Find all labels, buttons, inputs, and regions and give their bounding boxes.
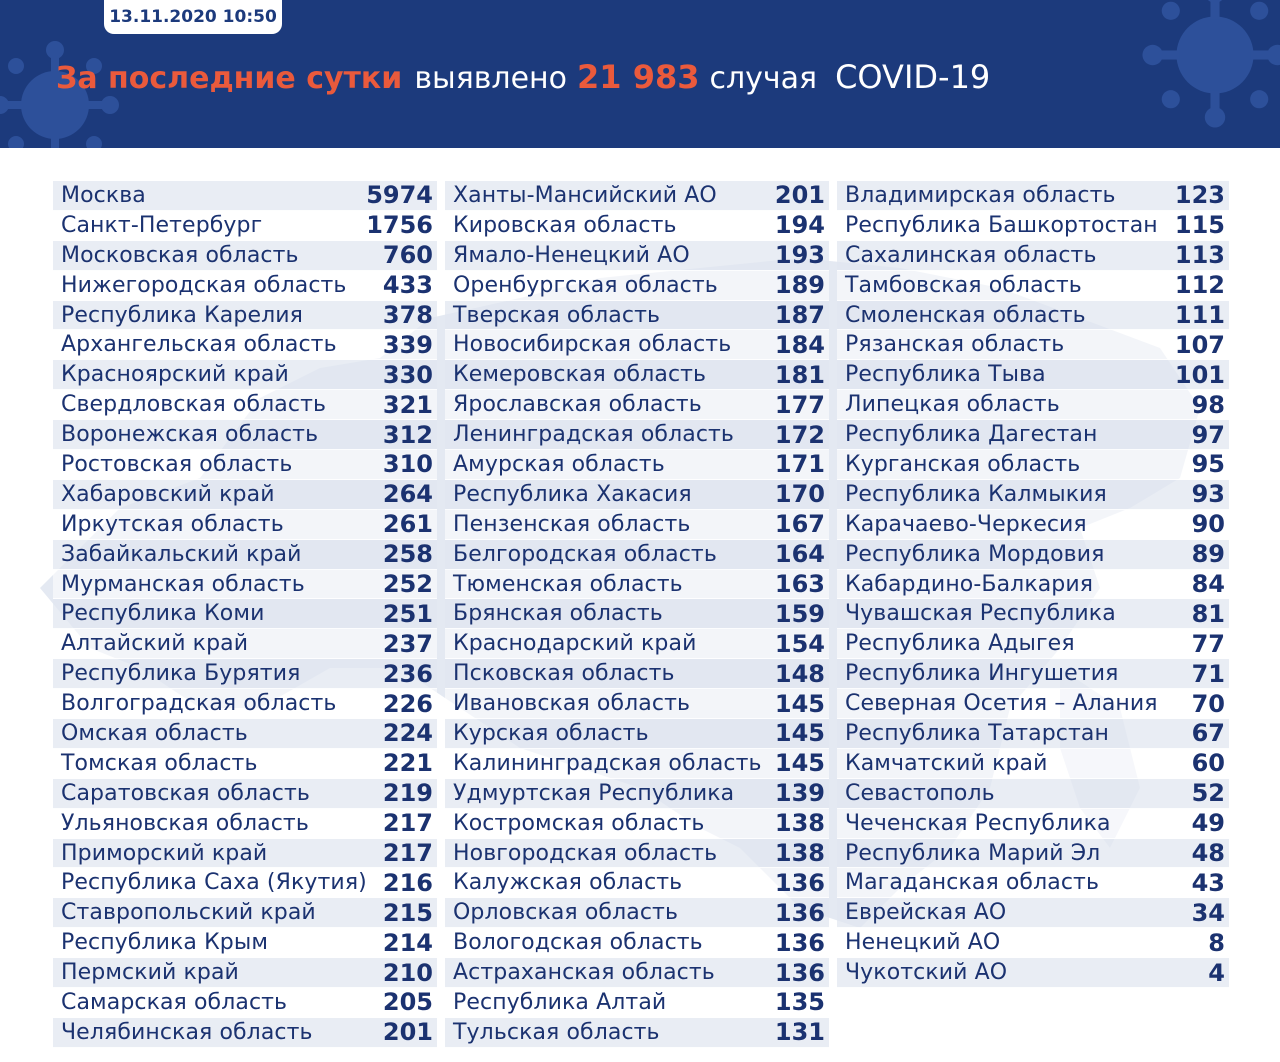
region-row (445, 420, 829, 450)
region-case-count: 123 (1174, 181, 1225, 210)
region-name: Самарская область (61, 989, 288, 1015)
region-case-count: 60 (1191, 749, 1225, 778)
region-case-count: 135 (774, 988, 825, 1017)
region-name: Удмуртская Республика (453, 780, 735, 806)
region-row (837, 749, 1229, 779)
region-name: Рязанская область (845, 332, 1065, 358)
region-row (445, 570, 829, 600)
region-case-count: 251 (382, 599, 433, 628)
region-name: Чеченская Республика (845, 810, 1111, 836)
region-name: Архангельская область (61, 332, 337, 358)
region-case-count: 163 (774, 570, 825, 599)
region-name: Ненецкий АО (845, 930, 1001, 956)
region-name: Ленинградская область (453, 422, 734, 448)
region-case-count: 172 (774, 420, 825, 449)
region-case-count: 170 (774, 480, 825, 509)
region-case-count: 194 (774, 211, 825, 240)
region-case-count: 201 (382, 1018, 433, 1047)
region-case-count: 330 (382, 360, 433, 389)
region-case-count: 760 (382, 241, 433, 270)
region-name: Липецкая область (845, 392, 1060, 418)
region-name: Смоленская область (845, 302, 1086, 328)
region-case-count: 171 (774, 450, 825, 479)
region-case-count: 52 (1191, 779, 1225, 808)
region-name: Карачаево-Черкесия (845, 511, 1087, 537)
region-case-count: 138 (774, 839, 825, 868)
region-row (445, 659, 829, 689)
region-case-count: 77 (1191, 629, 1225, 658)
region-name: Ставропольский край (61, 900, 316, 926)
region-row (53, 988, 437, 1018)
region-case-count: 205 (382, 988, 433, 1017)
region-name: Чукотский АО (845, 960, 1008, 986)
region-row (837, 599, 1229, 629)
virus-decoration-icon (1130, 0, 1280, 140)
region-row (53, 390, 437, 420)
region-case-count: 49 (1191, 809, 1225, 838)
region-row (445, 749, 829, 779)
region-name: Ярославская область (453, 392, 702, 418)
region-name: Пермский край (61, 960, 239, 986)
region-case-count: 201 (774, 181, 825, 210)
region-case-count: 98 (1191, 390, 1225, 419)
region-name: Севастополь (845, 780, 995, 806)
region-name: Саратовская область (61, 780, 310, 806)
region-case-count: 224 (382, 719, 433, 748)
region-case-count: 136 (774, 928, 825, 957)
headline-part2: выявлено (414, 61, 568, 96)
region-case-count: 4 (1208, 958, 1225, 987)
region-row (837, 241, 1229, 271)
region-row (53, 420, 437, 450)
region-row (445, 779, 829, 809)
region-case-count: 189 (774, 271, 825, 300)
region-name: Республика Татарстан (845, 720, 1109, 746)
region-case-count: 217 (382, 839, 433, 868)
region-row (53, 540, 437, 570)
region-case-count: 93 (1191, 480, 1225, 509)
region-name: Алтайский край (61, 631, 249, 657)
region-row (445, 241, 829, 271)
region-row (445, 390, 829, 420)
region-row (53, 1018, 437, 1048)
region-case-count: 159 (774, 599, 825, 628)
region-row (445, 599, 829, 629)
region-case-count: 5974 (366, 181, 433, 210)
region-case-count: 34 (1191, 898, 1225, 927)
region-case-count: 71 (1191, 659, 1225, 688)
region-name: Нижегородская область (61, 272, 347, 298)
region-row (445, 450, 829, 480)
region-case-count: 214 (382, 928, 433, 957)
region-case-count: 43 (1191, 868, 1225, 897)
region-name: Санкт-Петербург (61, 212, 263, 238)
region-row (837, 898, 1229, 928)
region-row (837, 629, 1229, 659)
region-row (837, 570, 1229, 600)
region-row (837, 301, 1229, 331)
region-case-count: 193 (774, 241, 825, 270)
regions-column-2 (445, 181, 829, 1048)
region-name: Республика Саха (Якутия) (61, 870, 367, 896)
region-name: Республика Алтай (453, 989, 667, 1015)
region-row (53, 689, 437, 719)
region-row (53, 181, 437, 211)
region-case-count: 70 (1191, 689, 1225, 718)
region-case-count: 115 (1174, 211, 1225, 240)
region-case-count: 138 (774, 809, 825, 838)
region-case-count: 89 (1191, 540, 1225, 569)
region-case-count: 48 (1191, 839, 1225, 868)
headline-count: 21 983 (577, 58, 700, 96)
region-name: Республика Ингушетия (845, 661, 1119, 687)
region-name: Сахалинская область (845, 242, 1097, 268)
region-name: Оренбургская область (453, 272, 718, 298)
region-name: Красноярский край (61, 362, 289, 388)
region-row (53, 241, 437, 271)
region-name: Республика Дагестан (845, 422, 1098, 448)
headline-part3: случая (709, 61, 818, 96)
region-row (445, 1018, 829, 1048)
region-name: Кабардино-Балкария (845, 571, 1094, 597)
region-case-count: 164 (774, 540, 825, 569)
header-banner (0, 0, 1280, 148)
region-name: Камчатский край (845, 750, 1048, 776)
region-case-count: 312 (382, 420, 433, 449)
region-row (53, 599, 437, 629)
region-row (837, 659, 1229, 689)
region-row (53, 330, 437, 360)
region-case-count: 219 (382, 779, 433, 808)
region-name: Новосибирская область (453, 332, 732, 358)
region-name: Республика Карелия (61, 302, 303, 328)
region-name: Свердловская область (61, 392, 327, 418)
region-name: Амурская область (453, 451, 665, 477)
region-row (837, 958, 1229, 988)
region-case-count: 148 (774, 659, 825, 688)
region-name: Москва (61, 182, 146, 208)
region-name: Владимирская область (845, 182, 1116, 208)
region-case-count: 217 (382, 809, 433, 838)
region-name: Иркутская область (61, 511, 284, 537)
region-name: Ульяновская область (61, 810, 309, 836)
region-case-count: 113 (1174, 241, 1225, 270)
region-name: Забайкальский край (61, 541, 302, 567)
region-row (53, 839, 437, 869)
region-row (53, 779, 437, 809)
region-case-count: 145 (774, 749, 825, 778)
region-row (837, 510, 1229, 540)
region-row (445, 271, 829, 301)
region-name: Хабаровский край (61, 481, 275, 507)
region-row (837, 540, 1229, 570)
region-case-count: 8 (1208, 928, 1225, 957)
region-row (53, 480, 437, 510)
region-case-count: 210 (382, 958, 433, 987)
region-case-count: 84 (1191, 570, 1225, 599)
region-row (53, 928, 437, 958)
region-name: Кировская область (453, 212, 677, 238)
region-row (53, 510, 437, 540)
region-name: Калининградская область (453, 750, 762, 776)
region-name: Новгородская область (453, 840, 718, 866)
region-name: Республика Башкортостан (845, 212, 1158, 238)
region-row (445, 480, 829, 510)
region-row (445, 211, 829, 241)
region-case-count: 67 (1191, 719, 1225, 748)
region-case-count: 139 (774, 779, 825, 808)
region-row (445, 719, 829, 749)
region-case-count: 90 (1191, 510, 1225, 539)
region-case-count: 215 (382, 898, 433, 927)
region-row (837, 360, 1229, 390)
region-row (53, 749, 437, 779)
region-row (53, 898, 437, 928)
region-case-count: 145 (774, 719, 825, 748)
region-case-count: 136 (774, 898, 825, 927)
region-name: Республика Крым (61, 930, 269, 956)
region-row (837, 719, 1229, 749)
region-case-count: 177 (774, 390, 825, 419)
region-name: Мурманская область (61, 571, 305, 597)
region-case-count: 112 (1174, 271, 1225, 300)
region-row (445, 839, 829, 869)
region-name: Республика Мордовия (845, 541, 1105, 567)
region-case-count: 111 (1174, 301, 1225, 329)
region-case-count: 226 (382, 689, 433, 718)
region-row (53, 868, 437, 898)
region-case-count: 216 (382, 868, 433, 897)
region-row (837, 868, 1229, 898)
region-name: Чувашская Республика (845, 601, 1116, 627)
region-row (445, 301, 829, 331)
region-row (837, 928, 1229, 958)
region-name: Ростовская область (61, 451, 293, 477)
region-row (53, 301, 437, 331)
region-row (445, 510, 829, 540)
region-row (53, 629, 437, 659)
region-case-count: 187 (774, 301, 825, 329)
region-name: Республика Коми (61, 601, 265, 627)
region-name: Республика Тыва (845, 362, 1046, 388)
region-case-count: 95 (1191, 450, 1225, 479)
region-row (445, 898, 829, 928)
region-row (837, 779, 1229, 809)
region-row (837, 809, 1229, 839)
region-case-count: 145 (774, 689, 825, 718)
region-row (445, 868, 829, 898)
region-case-count: 264 (382, 480, 433, 509)
region-row (445, 988, 829, 1018)
region-row (837, 181, 1229, 211)
region-case-count: 181 (774, 360, 825, 389)
region-name: Тамбовская область (845, 272, 1082, 298)
region-case-count: 252 (382, 570, 433, 599)
region-case-count: 321 (382, 390, 433, 419)
region-case-count: 1756 (366, 211, 433, 240)
region-name: Северная Осетия – Алания (845, 691, 1158, 717)
region-name: Псковская область (453, 661, 675, 687)
region-name: Краснодарский край (453, 631, 697, 657)
region-name: Челябинская область (61, 1019, 313, 1045)
region-name: Республика Марий Эл (845, 840, 1101, 866)
region-row (53, 809, 437, 839)
region-name: Пензенская область (453, 511, 691, 537)
region-row (53, 719, 437, 749)
region-name: Тульская область (453, 1019, 660, 1045)
region-row (445, 360, 829, 390)
region-name: Омская область (61, 720, 248, 746)
region-name: Кемеровская область (453, 362, 707, 388)
region-name: Костромская область (453, 810, 705, 836)
region-case-count: 136 (774, 868, 825, 897)
date-label: 13.11.2020 10:50 (104, 0, 282, 34)
regions-column-1 (53, 181, 437, 1048)
region-row (837, 330, 1229, 360)
region-name: Магаданская область (845, 870, 1100, 896)
region-row (837, 390, 1229, 420)
region-name: Курская область (453, 720, 649, 746)
region-name: Вологодская область (453, 930, 703, 956)
headline-part4: COVID-19 (835, 58, 991, 96)
headline (56, 58, 990, 106)
region-row (445, 809, 829, 839)
region-case-count: 184 (774, 330, 825, 359)
region-name: Калужская область (453, 870, 683, 896)
region-case-count: 339 (382, 330, 433, 359)
region-case-count: 378 (382, 301, 433, 329)
region-row (445, 181, 829, 211)
region-name: Республика Калмыкия (845, 481, 1107, 507)
region-case-count: 261 (382, 510, 433, 539)
region-name: Брянская область (453, 601, 663, 627)
region-name: Ямало-Ненецкий АО (453, 242, 690, 268)
region-row (837, 450, 1229, 480)
region-name: Волгоградская область (61, 691, 337, 717)
region-row (53, 958, 437, 988)
region-name: Ханты-Мансийский АО (453, 182, 717, 208)
region-row (445, 540, 829, 570)
region-case-count: 97 (1191, 420, 1225, 449)
region-row (53, 211, 437, 241)
region-row (445, 958, 829, 988)
region-name: Тюменская область (453, 571, 683, 597)
region-name: Республика Хакасия (453, 481, 692, 507)
region-row (837, 271, 1229, 301)
region-row (445, 928, 829, 958)
region-case-count: 154 (774, 629, 825, 658)
region-case-count: 221 (382, 749, 433, 778)
region-case-count: 310 (382, 450, 433, 479)
region-case-count: 81 (1191, 599, 1225, 628)
region-name: Тверская область (453, 302, 661, 328)
region-name: Республика Бурятия (61, 661, 301, 687)
region-row (53, 659, 437, 689)
region-name: Республика Адыгея (845, 631, 1075, 657)
region-name: Томская область (61, 750, 258, 776)
region-name: Астраханская область (453, 960, 715, 986)
region-row (53, 570, 437, 600)
region-case-count: 433 (382, 271, 433, 300)
region-row (445, 330, 829, 360)
region-row (445, 689, 829, 719)
region-name: Ивановская область (453, 691, 691, 717)
region-case-count: 131 (774, 1018, 825, 1047)
region-case-count: 136 (774, 958, 825, 987)
region-row (837, 839, 1229, 869)
region-row (53, 271, 437, 301)
region-case-count: 237 (382, 629, 433, 658)
region-row (837, 420, 1229, 450)
regions-column-3 (837, 181, 1229, 988)
region-row (837, 689, 1229, 719)
region-row (837, 480, 1229, 510)
region-name: Белгородская область (453, 541, 717, 567)
region-case-count: 167 (774, 510, 825, 539)
region-case-count: 107 (1174, 330, 1225, 359)
region-row (53, 360, 437, 390)
region-name: Еврейская АО (845, 900, 1007, 926)
region-row (53, 450, 437, 480)
region-row (445, 629, 829, 659)
region-name: Орловская область (453, 900, 679, 926)
region-case-count: 236 (382, 659, 433, 688)
region-name: Воронежская область (61, 422, 319, 448)
region-case-count: 258 (382, 540, 433, 569)
region-name: Курганская область (845, 451, 1081, 477)
headline-part1: За последние сутки (56, 61, 403, 96)
region-name: Московская область (61, 242, 299, 268)
region-case-count: 101 (1174, 360, 1225, 389)
region-name: Приморский край (61, 840, 268, 866)
region-row (837, 211, 1229, 241)
